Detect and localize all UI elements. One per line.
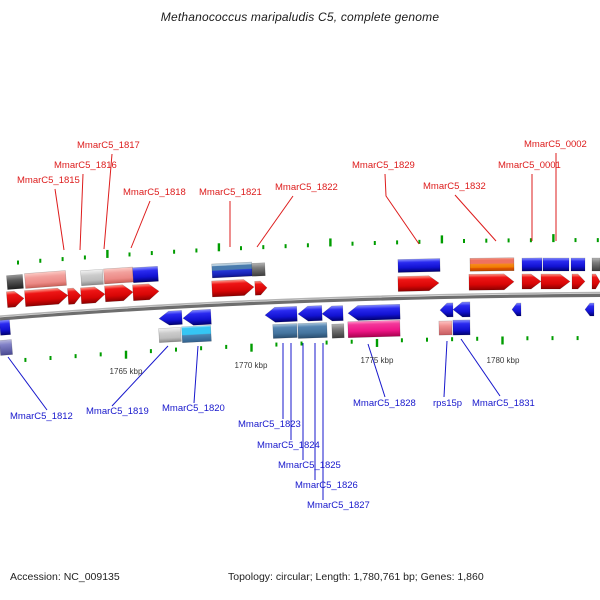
tick-mark	[195, 248, 197, 252]
gene-label-forward[interactable]: MmarC5_1822	[275, 182, 338, 193]
accession-text: Accession: NC_009135	[10, 571, 120, 583]
gene-arrow[interactable]	[133, 283, 160, 301]
tick-mark	[552, 336, 554, 340]
tick-mark	[129, 252, 131, 256]
tick-mark	[285, 244, 287, 248]
tick-mark	[476, 337, 478, 341]
tick-mark	[451, 337, 453, 341]
tick-mark	[100, 352, 102, 356]
leader-line	[385, 174, 419, 244]
gene-label-reverse[interactable]: MmarC5_1827	[307, 500, 370, 511]
gene-box[interactable]	[104, 267, 134, 284]
page-title: Methanococcus maripaludis C5, complete genome	[160, 10, 440, 24]
gene-arrow[interactable]	[541, 274, 570, 289]
gene-label-reverse[interactable]: MmarC5_1823	[238, 419, 301, 430]
tick-mark	[401, 338, 403, 342]
gene-label-forward[interactable]: MmarC5_1829	[352, 160, 415, 171]
gene-arrow[interactable]	[255, 281, 268, 296]
gene-arrow[interactable]	[572, 274, 585, 289]
gene-glyphs	[0, 258, 600, 356]
gene-box[interactable]	[0, 320, 11, 336]
gene-box[interactable]	[0, 340, 13, 356]
tick-mark	[374, 241, 376, 245]
leader-line	[194, 346, 198, 403]
gene-arrow[interactable]	[512, 303, 521, 316]
gene-label-forward[interactable]: MmarC5_0002	[524, 139, 587, 150]
tick-mark	[307, 243, 309, 247]
gene-box[interactable]	[298, 322, 328, 338]
topology-text: Topology: circular; Length: 1,780,761 bp; Genes: 1,860	[228, 571, 484, 583]
scale-label: 1770 kbp	[234, 361, 268, 370]
gene-arrow[interactable]	[469, 274, 514, 291]
tick-mark	[301, 342, 303, 346]
tick-mark	[173, 250, 175, 254]
leader-line	[109, 346, 168, 406]
gene-arrow[interactable]	[265, 306, 298, 322]
gene-box[interactable]	[6, 274, 23, 289]
gene-box[interactable]	[543, 258, 569, 271]
scale-label: 1780 kbp	[486, 356, 520, 365]
gene-arrow[interactable]	[348, 304, 400, 321]
tick-mark	[24, 358, 26, 362]
leader-line	[80, 174, 83, 250]
tick-mark	[485, 239, 487, 243]
leader-line	[444, 341, 447, 397]
tick-mark	[463, 239, 465, 243]
leader-line	[55, 189, 64, 250]
tick-mark	[396, 240, 398, 244]
gene-box[interactable]	[212, 262, 253, 278]
gene-arrow[interactable]	[592, 274, 600, 289]
tick-mark	[441, 235, 443, 243]
tick-mark	[575, 238, 577, 242]
gene-arrow[interactable]	[24, 287, 68, 306]
leader-line	[131, 201, 150, 248]
gene-label-reverse[interactable]: MmarC5_1812	[10, 411, 73, 422]
gene-arrow[interactable]	[183, 309, 212, 326]
gene-arrow[interactable]	[212, 279, 255, 297]
tick-mark	[526, 336, 528, 340]
gene-box[interactable]	[273, 324, 298, 339]
leader-line	[455, 195, 496, 241]
gene-label-reverse[interactable]: MmarC5_1820	[162, 403, 225, 414]
gene-label-forward[interactable]: MmarC5_1821	[199, 187, 262, 198]
leader-line	[461, 339, 500, 396]
tick-mark	[250, 344, 252, 352]
gene-box[interactable]	[453, 320, 470, 335]
gene-arrow[interactable]	[159, 310, 183, 325]
tick-mark	[275, 343, 277, 347]
gene-box[interactable]	[159, 327, 182, 342]
gene-box[interactable]	[24, 270, 66, 288]
tick-mark	[329, 238, 331, 246]
gene-box[interactable]	[133, 266, 159, 283]
tick-mark	[50, 356, 52, 360]
gene-arrow[interactable]	[105, 284, 134, 302]
gene-label-forward[interactable]: MmarC5_1832	[423, 181, 486, 192]
tick-mark	[597, 238, 599, 242]
gene-box[interactable]	[81, 269, 104, 285]
gene-box[interactable]	[398, 259, 440, 273]
leader-line	[368, 344, 385, 397]
tick-mark	[175, 348, 177, 352]
gene-label-forward[interactable]: MmarC5_1816	[54, 160, 117, 171]
gene-label-reverse[interactable]: MmarC5_1824	[257, 440, 320, 451]
scale-label: 1775 kbp	[360, 356, 394, 365]
gene-label-reverse[interactable]: MmarC5_1819	[86, 406, 149, 417]
scale-label: 1765 kbp	[109, 367, 143, 376]
gene-arrow[interactable]	[298, 306, 323, 322]
gene-arrow[interactable]	[522, 274, 541, 289]
gene-arrow[interactable]	[585, 303, 594, 316]
gene-box[interactable]	[592, 258, 600, 271]
tick-mark	[106, 250, 108, 258]
gene-box[interactable]	[571, 258, 585, 271]
tick-mark	[62, 257, 64, 261]
tick-mark	[577, 336, 579, 340]
gene-label-reverse[interactable]: MmarC5_1826	[295, 480, 358, 491]
tick-mark	[426, 338, 428, 342]
gene-arrow[interactable]	[6, 290, 24, 307]
tick-mark	[218, 243, 220, 251]
leader-line	[8, 357, 47, 410]
gene-arrow[interactable]	[80, 286, 105, 304]
tick-mark	[508, 238, 510, 242]
tick-mark	[17, 261, 19, 265]
gene-label-reverse[interactable]: MmarC5_1825	[278, 460, 341, 471]
tick-mark	[326, 341, 328, 345]
gene-arrow[interactable]	[453, 302, 470, 317]
tick-mark	[352, 242, 354, 246]
gene-label-forward[interactable]: MmarC5_1815	[17, 175, 80, 186]
leader-line	[257, 196, 293, 247]
tick-mark	[351, 340, 353, 344]
gene-box[interactable]	[439, 321, 452, 335]
tick-mark	[39, 259, 41, 263]
gene-arrow[interactable]	[322, 306, 344, 322]
tick-mark	[262, 245, 264, 249]
tick-mark	[225, 345, 227, 349]
gene-box[interactable]	[252, 263, 266, 277]
tick-mark	[125, 351, 127, 359]
gene-arrow[interactable]	[398, 276, 439, 292]
tick-mark	[501, 336, 503, 344]
tick-mark	[240, 246, 242, 250]
gene-box[interactable]	[182, 325, 212, 343]
gene-arrow[interactable]	[440, 303, 453, 317]
gene-box[interactable]	[522, 258, 542, 271]
tick-mark	[200, 346, 202, 350]
tick-mark	[151, 251, 153, 255]
gene-label-forward[interactable]: MmarC5_1817	[77, 140, 140, 151]
gene-label-forward[interactable]: MmarC5_0001	[498, 160, 561, 171]
tick-mark	[75, 354, 77, 358]
gene-arrow[interactable]	[67, 288, 81, 305]
gene-box[interactable]	[348, 320, 400, 338]
tick-mark	[376, 339, 378, 347]
gene-label-reverse[interactable]: MmarC5_1828	[353, 398, 416, 409]
tick-mark	[150, 349, 152, 353]
gene-box[interactable]	[332, 324, 344, 338]
tick-mark	[552, 234, 554, 242]
gene-label-reverse[interactable]: rps15p	[433, 398, 463, 409]
gene-box[interactable]	[470, 258, 514, 272]
gene-label-forward[interactable]: MmarC5_1818	[123, 187, 186, 198]
gene-label-reverse[interactable]: MmarC5_1831	[472, 398, 535, 409]
tick-mark	[84, 255, 86, 259]
